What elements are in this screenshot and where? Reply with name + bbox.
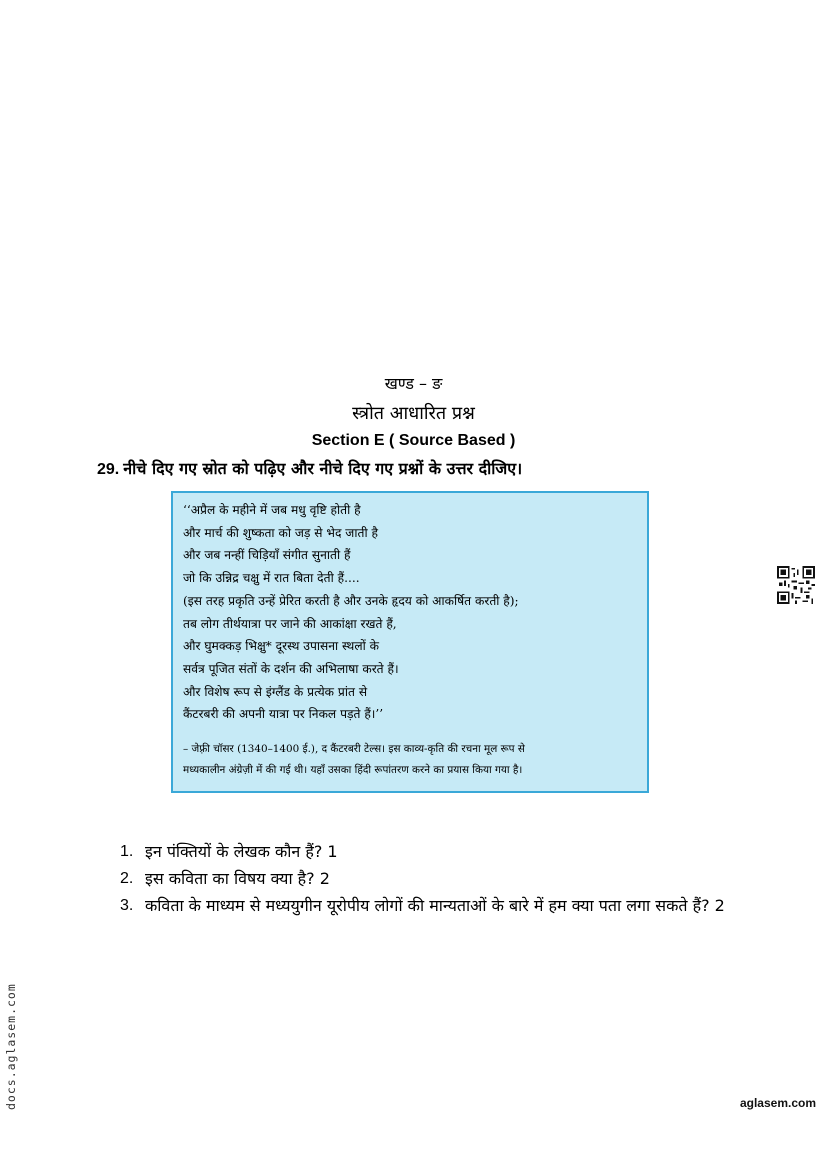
poem-line: कैंटरबरी की अपनी यात्रा पर निकल पड़ते हैं।’’ [183,707,384,722]
source-caption [183,739,525,781]
footer-url[interactable]: aglasem.com [739,1096,816,1110]
sub-question [120,865,745,892]
question-number: 29. [97,461,120,478]
khand-heading: खण्ड – ङ [384,374,443,393]
poem-line: और घुमक्कड़ भिक्षु* दूरस्थ उपासना स्थलों के [183,639,379,654]
poem-line: ‘‘अप्रैल के महीने में जब मधु वृष्टि होती है [183,503,361,517]
sub-question-text: इस कविता का विषय क्या है? 2 [145,869,330,888]
qr-code-icon [777,566,815,604]
caption-line: – जेफ़्री चॉसर (1340–1400 ई.), द कैंटरबरी टेल्स। इस काव्य-कृति की रचना मूल रूप से [183,743,525,755]
question-text: नीचे दिए गए स्रोत को पढ़िए और नीचे दिए गए प्रश्नों के उत्तर दीजिए। [123,459,523,478]
poem-line: (इस तरह प्रकृति उन्हें प्रेरित करती है और उनके हृदय को आकर्षित करती है); [183,593,519,608]
sub-question-number: 3. [120,897,134,914]
caption-line: मध्यकालीन अंग्रेज़ी में की गई थी। यहाँ उसका हिंदी रूपांतरण करने का प्रयास किया गया है। [183,764,523,776]
section-title-hindi: स्त्रोत आधारित प्रश्न [352,403,475,424]
sub-question-text: कविता के माध्यम से मध्ययुगीन यूरोपीय लोगों की मान्यताओं के बारे में हम क्या पता लगा सकते हैं? 2 [145,896,725,915]
sub-questions [120,838,745,919]
sub-question-number: 1. [120,843,134,860]
poem-line: जो कि उन्निद्र चक्षु में रात बिता देती हैं.... [183,571,360,586]
section-title-english: Section E ( Source Based ) [311,432,516,449]
side-url: docs.aglasem.com [4,983,18,1110]
source-box [171,491,649,793]
sub-question-text: इन पंक्तियों के लेखक कौन हैं? 1 [145,842,338,861]
source-poem [183,499,519,726]
poem-line: और मार्च की शुष्कता को जड़ से भेद जाती है [183,525,378,540]
sub-question [120,892,745,919]
sub-question [120,838,745,865]
poem-line: सर्वत्र पूजित संतों के दर्शन की अभिलाषा करते हैं। [183,661,399,676]
sub-question-number: 2. [120,870,134,887]
question-29 [97,457,522,479]
poem-line: और विशेष रूप से इंग्लैंड के प्रत्येक प्रांत से [183,684,368,699]
poem-line: और जब नन्हीं चिड़ियाँ संगीत सुनाती हैं [183,548,351,563]
poem-line: तब लोग तीर्थयात्रा पर जाने की आकांक्षा रखते हैं, [183,616,397,631]
